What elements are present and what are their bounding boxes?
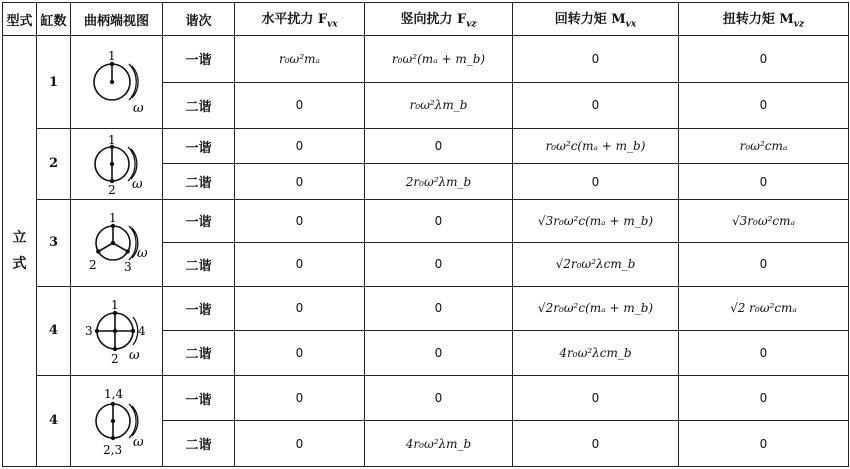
mvz-cell: 0 [679,36,849,83]
mvz-cell: 0 [679,375,849,421]
type-label-1: 立 [12,230,27,246]
header-mvz [679,3,849,36]
omega-label: ω [128,347,140,363]
mvx-cell: √2r₀ω²λcm_b [513,243,679,287]
fvz-cell: 0 [365,375,513,421]
mvx-cell: 0 [513,36,679,83]
fvx-cell: 0 [235,82,365,129]
crank-label-3: 3 [84,323,93,338]
header-mvx-text: 回转力矩 M [554,12,626,28]
cylinder-count: 3 [37,199,71,286]
crank-label-4: 4 [137,323,146,338]
two-crank-diagram-icon [77,132,157,196]
mvz-cell: 0 [679,421,849,467]
fvz-cell: 0 [365,243,513,287]
crank-diagram-cell [71,36,163,129]
header-fvz-text: 竖向扰力 F [400,12,467,28]
table-row [3,36,849,83]
four-crank-90-diagram-icon [77,293,157,369]
crank-diagram-cell [71,286,163,375]
table-row [3,286,849,331]
cylinder-count: 1 [37,36,71,129]
mvx-cell: √3r₀ω²c(mₐ + m_b) [513,199,679,243]
cylinder-count: 2 [37,129,71,199]
omega-label: ω [132,101,144,117]
mvx-cell: 0 [513,164,679,199]
crank-diagram-cell [71,375,163,466]
header-mvx [513,3,679,36]
table-row [3,375,849,421]
crank-label-1: 1 [107,132,116,147]
order-cell: 二谐 [163,421,235,467]
mvz-cell: 0 [679,331,849,376]
crank-diagram-cell [71,199,163,286]
mvz-cell: √2 r₀ω²cmₐ [679,286,849,331]
mvz-cell: 0 [679,243,849,287]
crank-label-2-3: 2,3 [102,442,122,457]
order-cell: 二谐 [163,164,235,199]
fvx-cell: r₀ω²mₐ [235,36,365,83]
fvx-cell: 0 [235,375,365,421]
fvx-cell: 0 [235,199,365,243]
omega-label: ω [132,434,144,450]
mvx-cell: 0 [513,82,679,129]
fvz-cell: r₀ω²(mₐ + m_b) [365,36,513,83]
crank-label-2: 2 [110,351,119,366]
mvz-cell: 0 [679,164,849,199]
fvx-cell: 0 [235,421,365,467]
fvz-cell: 0 [365,199,513,243]
fvz-cell: 2r₀ω²λm_b [365,164,513,199]
crank-diagram-cell [71,129,163,199]
order-cell: 一谐 [163,129,235,164]
header-cylinders: 缸数 [37,3,71,36]
crank-label-1: 1 [108,210,117,225]
fvz-cell: 0 [365,129,513,164]
fvx-cell: 0 [235,331,365,376]
crank-label-3: 3 [123,259,132,274]
single-crank-diagram-icon [77,42,157,122]
mvx-cell: 0 [513,375,679,421]
crank-label-1: 1 [110,297,119,312]
header-order: 谐次 [163,3,235,36]
order-cell: 二谐 [163,82,235,129]
crank-label-2: 2 [107,182,116,196]
type-cell [3,36,37,467]
omega-label: ω [131,176,143,192]
mvx-cell: r₀ω²c(mₐ + m_b) [513,129,679,164]
omega-label: ω [136,245,148,261]
fvz-cell: 0 [365,331,513,376]
mvz-cell: 0 [679,82,849,129]
header-fvx-text: 水平扰力 F [261,12,328,28]
header-fvz [365,3,513,36]
header-fvx [235,3,365,36]
order-cell: 二谐 [163,243,235,287]
fvx-cell: 0 [235,286,365,331]
order-cell: 二谐 [163,331,235,376]
header-mvz-text: 扭转力矩 M [722,12,794,28]
mvx-cell: 0 [513,421,679,467]
order-cell: 一谐 [163,36,235,83]
header-row [3,3,849,36]
fvx-cell: 0 [235,129,365,164]
cylinder-count: 4 [37,375,71,466]
crank-label-1: 1 [107,49,116,64]
fvz-cell: 4r₀ω²λm_b [365,421,513,467]
fvz-cell: 0 [365,286,513,331]
table-row [3,199,849,243]
three-crank-diagram-icon [77,207,157,279]
mvx-cell: 4r₀ω²λcm_b [513,331,679,376]
header-mvz-sub: vz [793,19,805,30]
cylinder-count: 4 [37,286,71,375]
table-row [3,129,849,164]
header-type: 型式 [3,3,37,36]
order-cell: 一谐 [163,286,235,331]
crank-label-2: 2 [88,257,97,272]
four-crank-180-diagram-icon [77,382,157,460]
fvx-cell: 0 [235,243,365,287]
header-mvx-sub: vx [625,19,637,30]
crank-label-1-4: 1,4 [103,386,123,401]
order-cell: 一谐 [163,199,235,243]
mvx-cell: √2r₀ω²c(mₐ + m_b) [513,286,679,331]
header-fvz-sub: vz [466,19,477,30]
header-fvx-sub: vx [327,19,338,30]
fvx-cell: 0 [235,164,365,199]
unbalanced-force-table [2,2,849,467]
header-crank-view: 曲柄端视图 [71,3,163,36]
type-label-2: 式 [12,256,27,272]
mvz-cell: r₀ω²cmₐ [679,129,849,164]
mvz-cell: √3r₀ω²cmₐ [679,199,849,243]
fvz-cell: r₀ω²λm_b [365,82,513,129]
order-cell: 一谐 [163,375,235,421]
